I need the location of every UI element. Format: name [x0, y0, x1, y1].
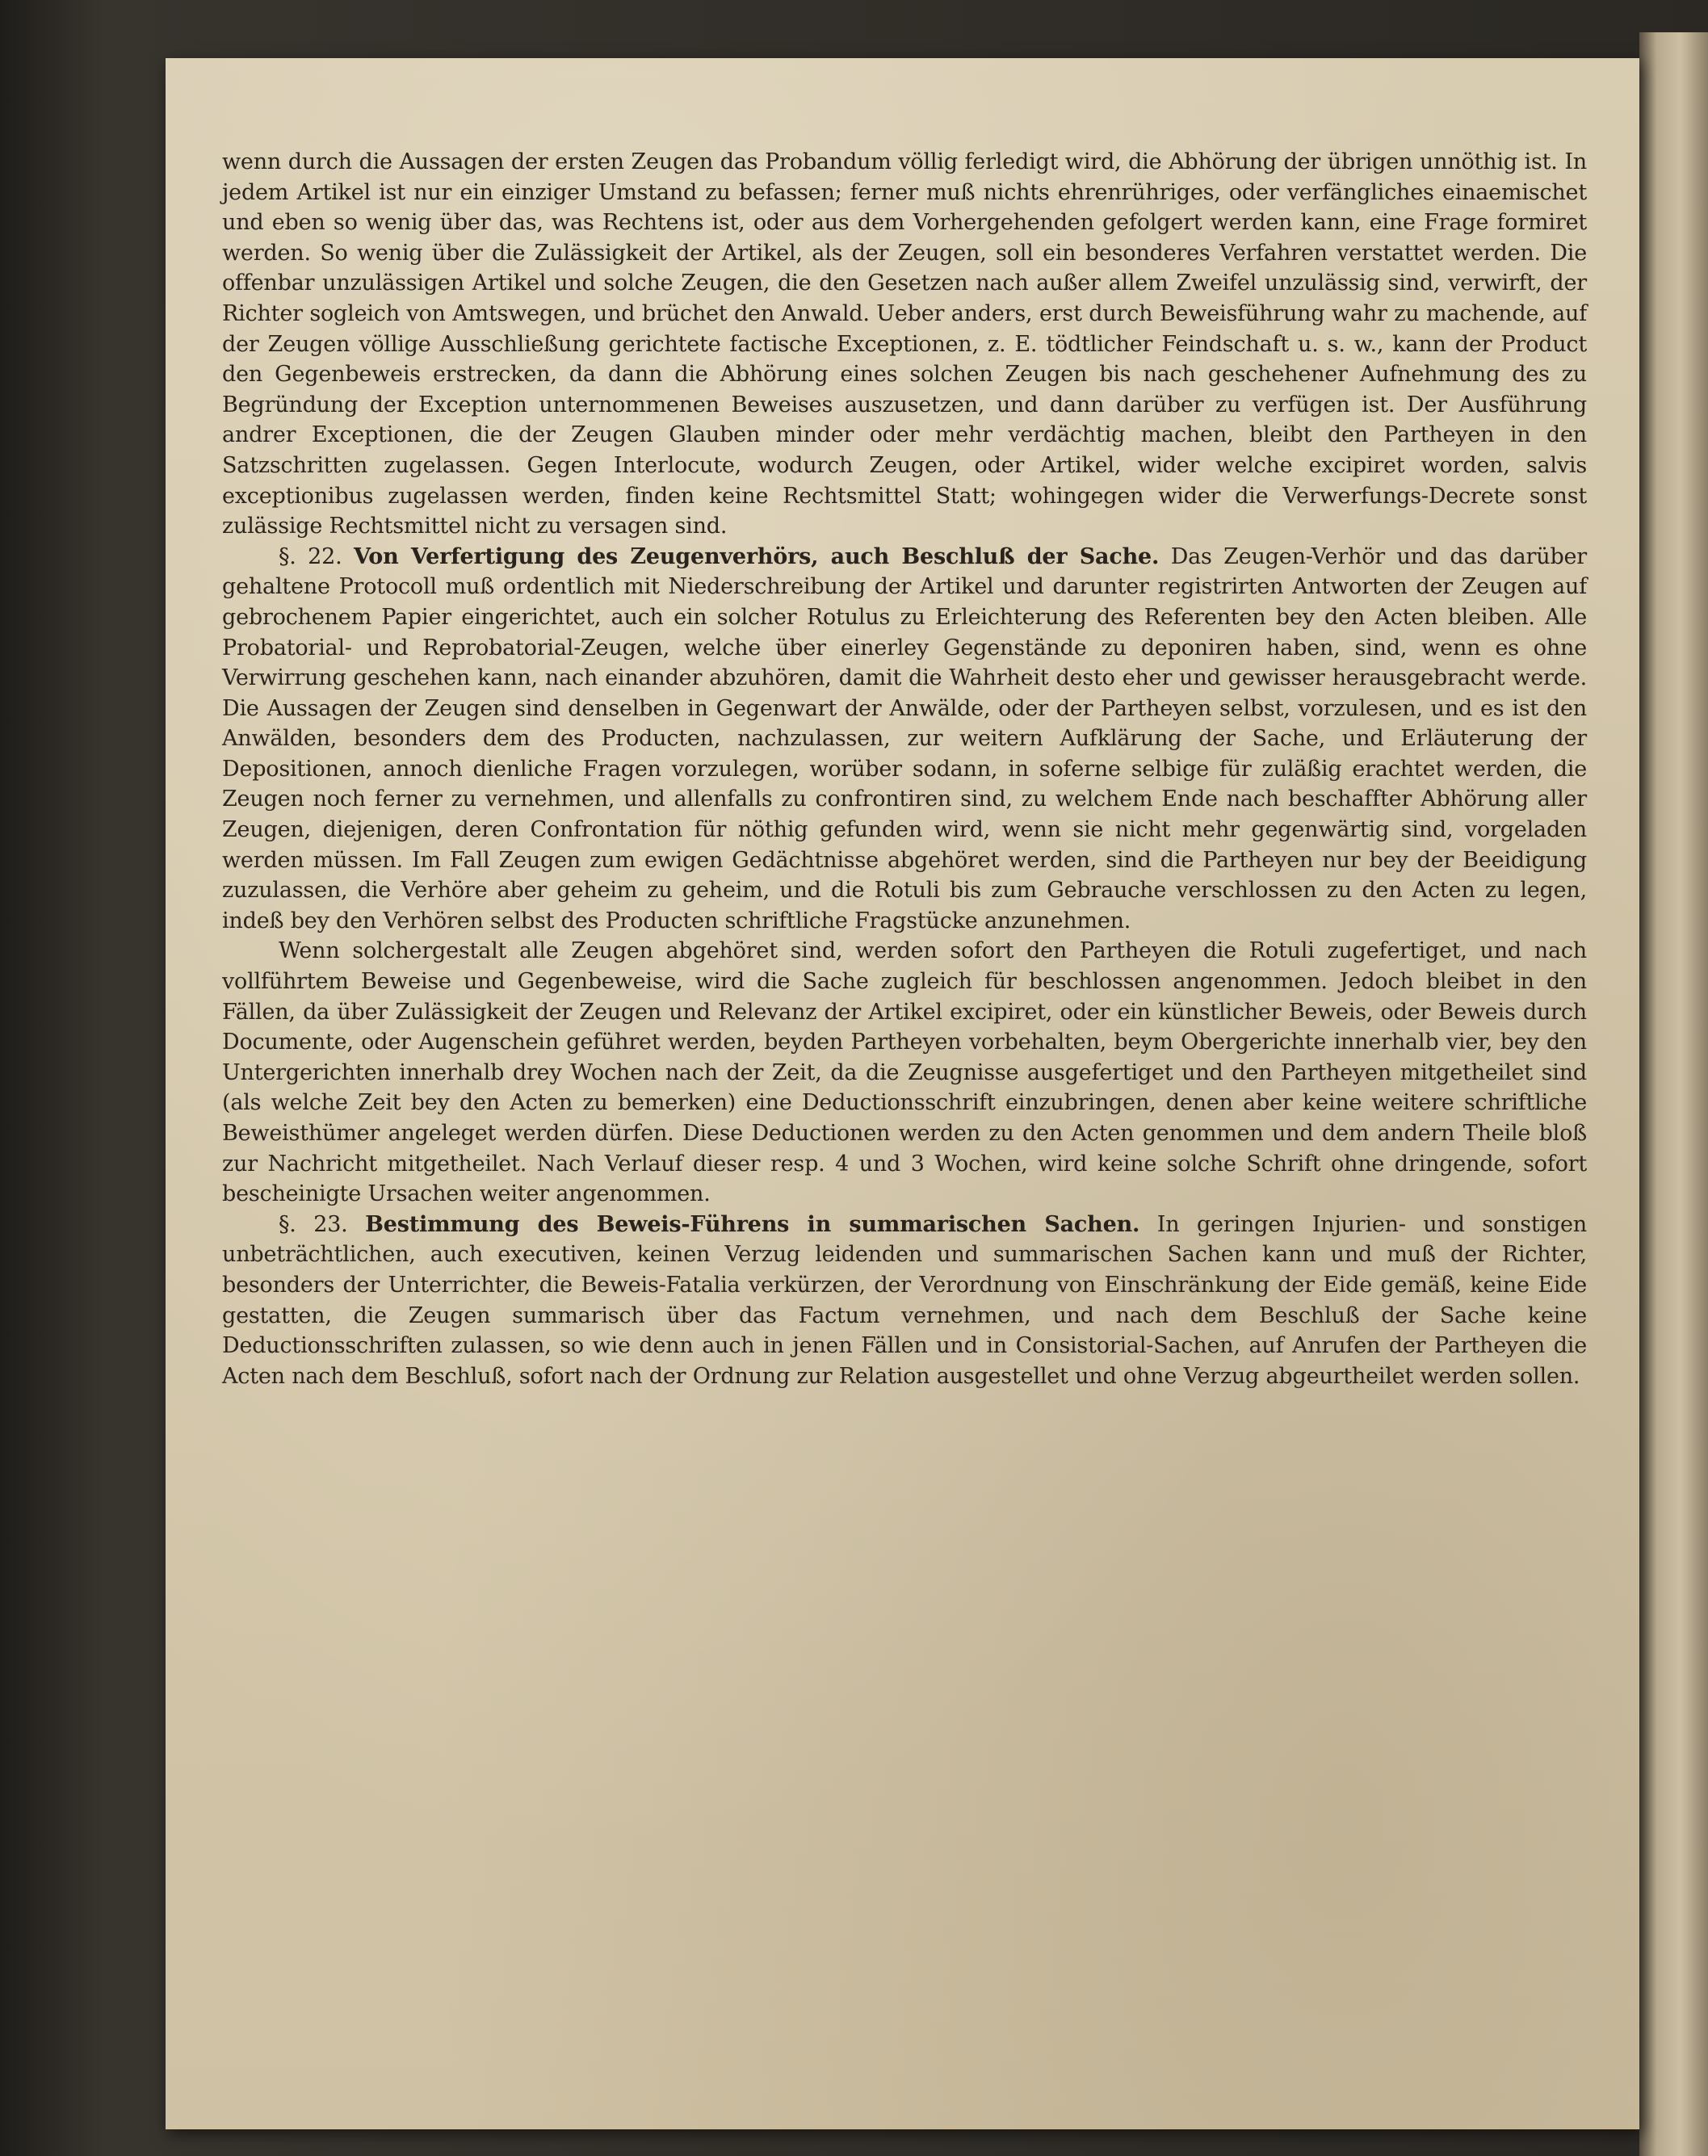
section-heading: Von Verfertigung des Zeugenverhörs, auch Beschluß der Sache. — [354, 543, 1160, 569]
paragraph-4 — [222, 1210, 1587, 1392]
section-number: §. 23. — [279, 1211, 348, 1237]
text-body — [222, 147, 1587, 1391]
paragraph-1 — [222, 147, 1587, 542]
next-page-edge — [1639, 32, 1708, 2156]
document-page — [166, 58, 1639, 2129]
paragraph-text: Wenn solchergestalt alle Zeugen abgehöret sind, werden sofort den Partheyen die Rotuli zugefertiget, und nach vollführtem Beweise und Gegenbeweise, wird die Sache zugleich für beschlossen angenommen. Jedoch bleibet in den Fällen, da über Zulässigkeit der Zeugen und Relevanz der Artikel excipiret, oder ein künstlicher Beweis, oder Beweis durch Documente, oder Augenschein geführet werden, beyden Partheyen vorbehalten, beym Obergerichte innerhalb vier, bey den Untergerichten innerhalb drey Wochen nach der Zeit, da die Zeugnisse ausgefertiget und den Partheyen mitgetheilet sind (als welche Zeit bey den Acten zu bemerken) eine Deductionsschrift einzubringen, denen aber keine weitere schriftliche Beweisthümer angeleget werden dürfen. Diese Deductionen werden zu den Acten genommen und dem andern Theile bloß zur Nachricht mitgetheilet. Nach Verlauf dieser resp. 4 und 3 Wochen, wird keine solche Schrift ohne dringende, sofort bescheinigte Ursachen weiter angenommen. — [222, 938, 1587, 1207]
paragraph-text: wenn durch die Aussagen der ersten Zeugen das Probandum völlig ferledigt wird, die Abhörung der übrigen unnöthig ist. In jedem Artikel ist nur ein einziger Umstand zu befassen; ferner muß nichts ehrenrühriges, oder verfängliches einaemischet und eben so wenig über das, was Rechtens ist, oder aus dem Vorhergehenden gefolgert werden kann, eine Frage formiret werden. So wenig über die Zulässigkeit der Artikel, als der Zeugen, soll ein besonderes Verfahren verstattet werden. Die offenbar unzulässigen Artikel und solche Zeugen, die den Gesetzen nach außer allem Zweifel unzulässig sind, verwirft, der Richter sogleich von Amtswegen, und brüchet den Anwald. Ueber anders, erst durch Beweisführung wahr zu machende, auf der Zeugen völlige Ausschließung gerichtete factische Exceptionen, z. E. tödtlicher Feindschaft u. s. w., kann der Product den Gegenbeweis erstrecken, da dann die Abhörung eines solchen Zeugen bis nach geschehener Aufnehmung des zu Begründung der Exception unternommenen Beweises auszusetzen, und dann darüber zu verfügen ist. Der Ausführung andrer Exceptionen, die der Zeugen Glauben minder oder mehr verdächtig machen, bleibt den Partheyen in den Satzschritten zugelassen. Gegen Interlocute, wodurch Zeugen, oder Artikel, wider welche excipiret worden, salvis exceptionibus zugelassen werden, finden keine Rechtsmittel Statt; wohingegen wider die Verwerfungs-Decrete sonst zulässige Rechtsmittel nicht zu versagen sind. — [222, 149, 1587, 539]
paragraph-3 — [222, 936, 1587, 1209]
paragraph-text: Das Zeugen-Verhör und das darüber gehaltene Protocoll muß ordentlich mit Niederschreibung der Artikel und darunter registrirten Antworten der Zeugen auf gebrochenem Papier eingerichtet, auch ein solcher Rotulus zu Erleichterung des Referenten bey den Acten bleiben. Alle Probatorial- und Reprobatorial-Zeugen, welche über einerley Gegenstände zu deponiren haben, sind, wenn es ohne Verwirrung geschehen kann, nach einander abzuhören, damit die Wahrheit desto eher und gewisser herausgebracht werde. Die Aussagen der Zeugen sind denselben in Gegenwart der Anwälde, oder der Partheyen selbst, vorzulesen, und es ist den Anwälden, besonders dem des Producten, nachzulassen, zur weitern Aufklärung der Sache, und Erläuterung der Depositionen, annoch dienliche Fragen vorzulegen, worüber sodann, in soferne selbige für zuläßig erachtet werden, die Zeugen noch ferner zu vernehmen, und allenfalls zu confrontiren sind, zu welchem Ende nach beschaffter Abhörung aller Zeugen, diejenigen, deren Confrontation für nöthig gefunden wird, wenn sie nicht mehr gegenwärtig sind, vorgeladen werden müssen. Im Fall Zeugen zum ewigen Gedächtnisse abgehöret werden, sind die Partheyen nur bey der Beeidigung zuzulassen, die Verhöre aber geheim zu geheim, und die Rotuli bis zum Gebrauche verschlossen zu den Acten zu legen, indeß bey den Verhören selbst des Producten schriftliche Fragstücke anzunehmen. — [222, 543, 1588, 933]
section-heading: Bestimmung des Beweis-Führens in summarischen Sachen. — [365, 1211, 1140, 1237]
paragraph-text: In geringen Injurien- und sonstigen unbeträchtlichen, auch executiven, keinen Verzug leidenden und summarischen Sachen kann und muß der Richter, besonders der Unterrichter, die Beweis-Fatalia verkürzen, der Verordnung von Einschränkung der Eide gemäß, keine Eide gestatten, die Zeugen summarisch über das Factum vernehmen, und nach dem Beschluß der Sache keine Deductionsschriften zulassen, so wie denn auch in jenen Fällen und in Consistorial-Sachen, auf Anrufen der Partheyen die Acten nach dem Beschluß, sofort nach der Ordnung zur Relation ausgestellet und ohne Verzug abgeurtheilet werden sollen. — [222, 1211, 1587, 1389]
paragraph-2 — [222, 542, 1587, 937]
section-number: §. 22. — [279, 543, 342, 569]
